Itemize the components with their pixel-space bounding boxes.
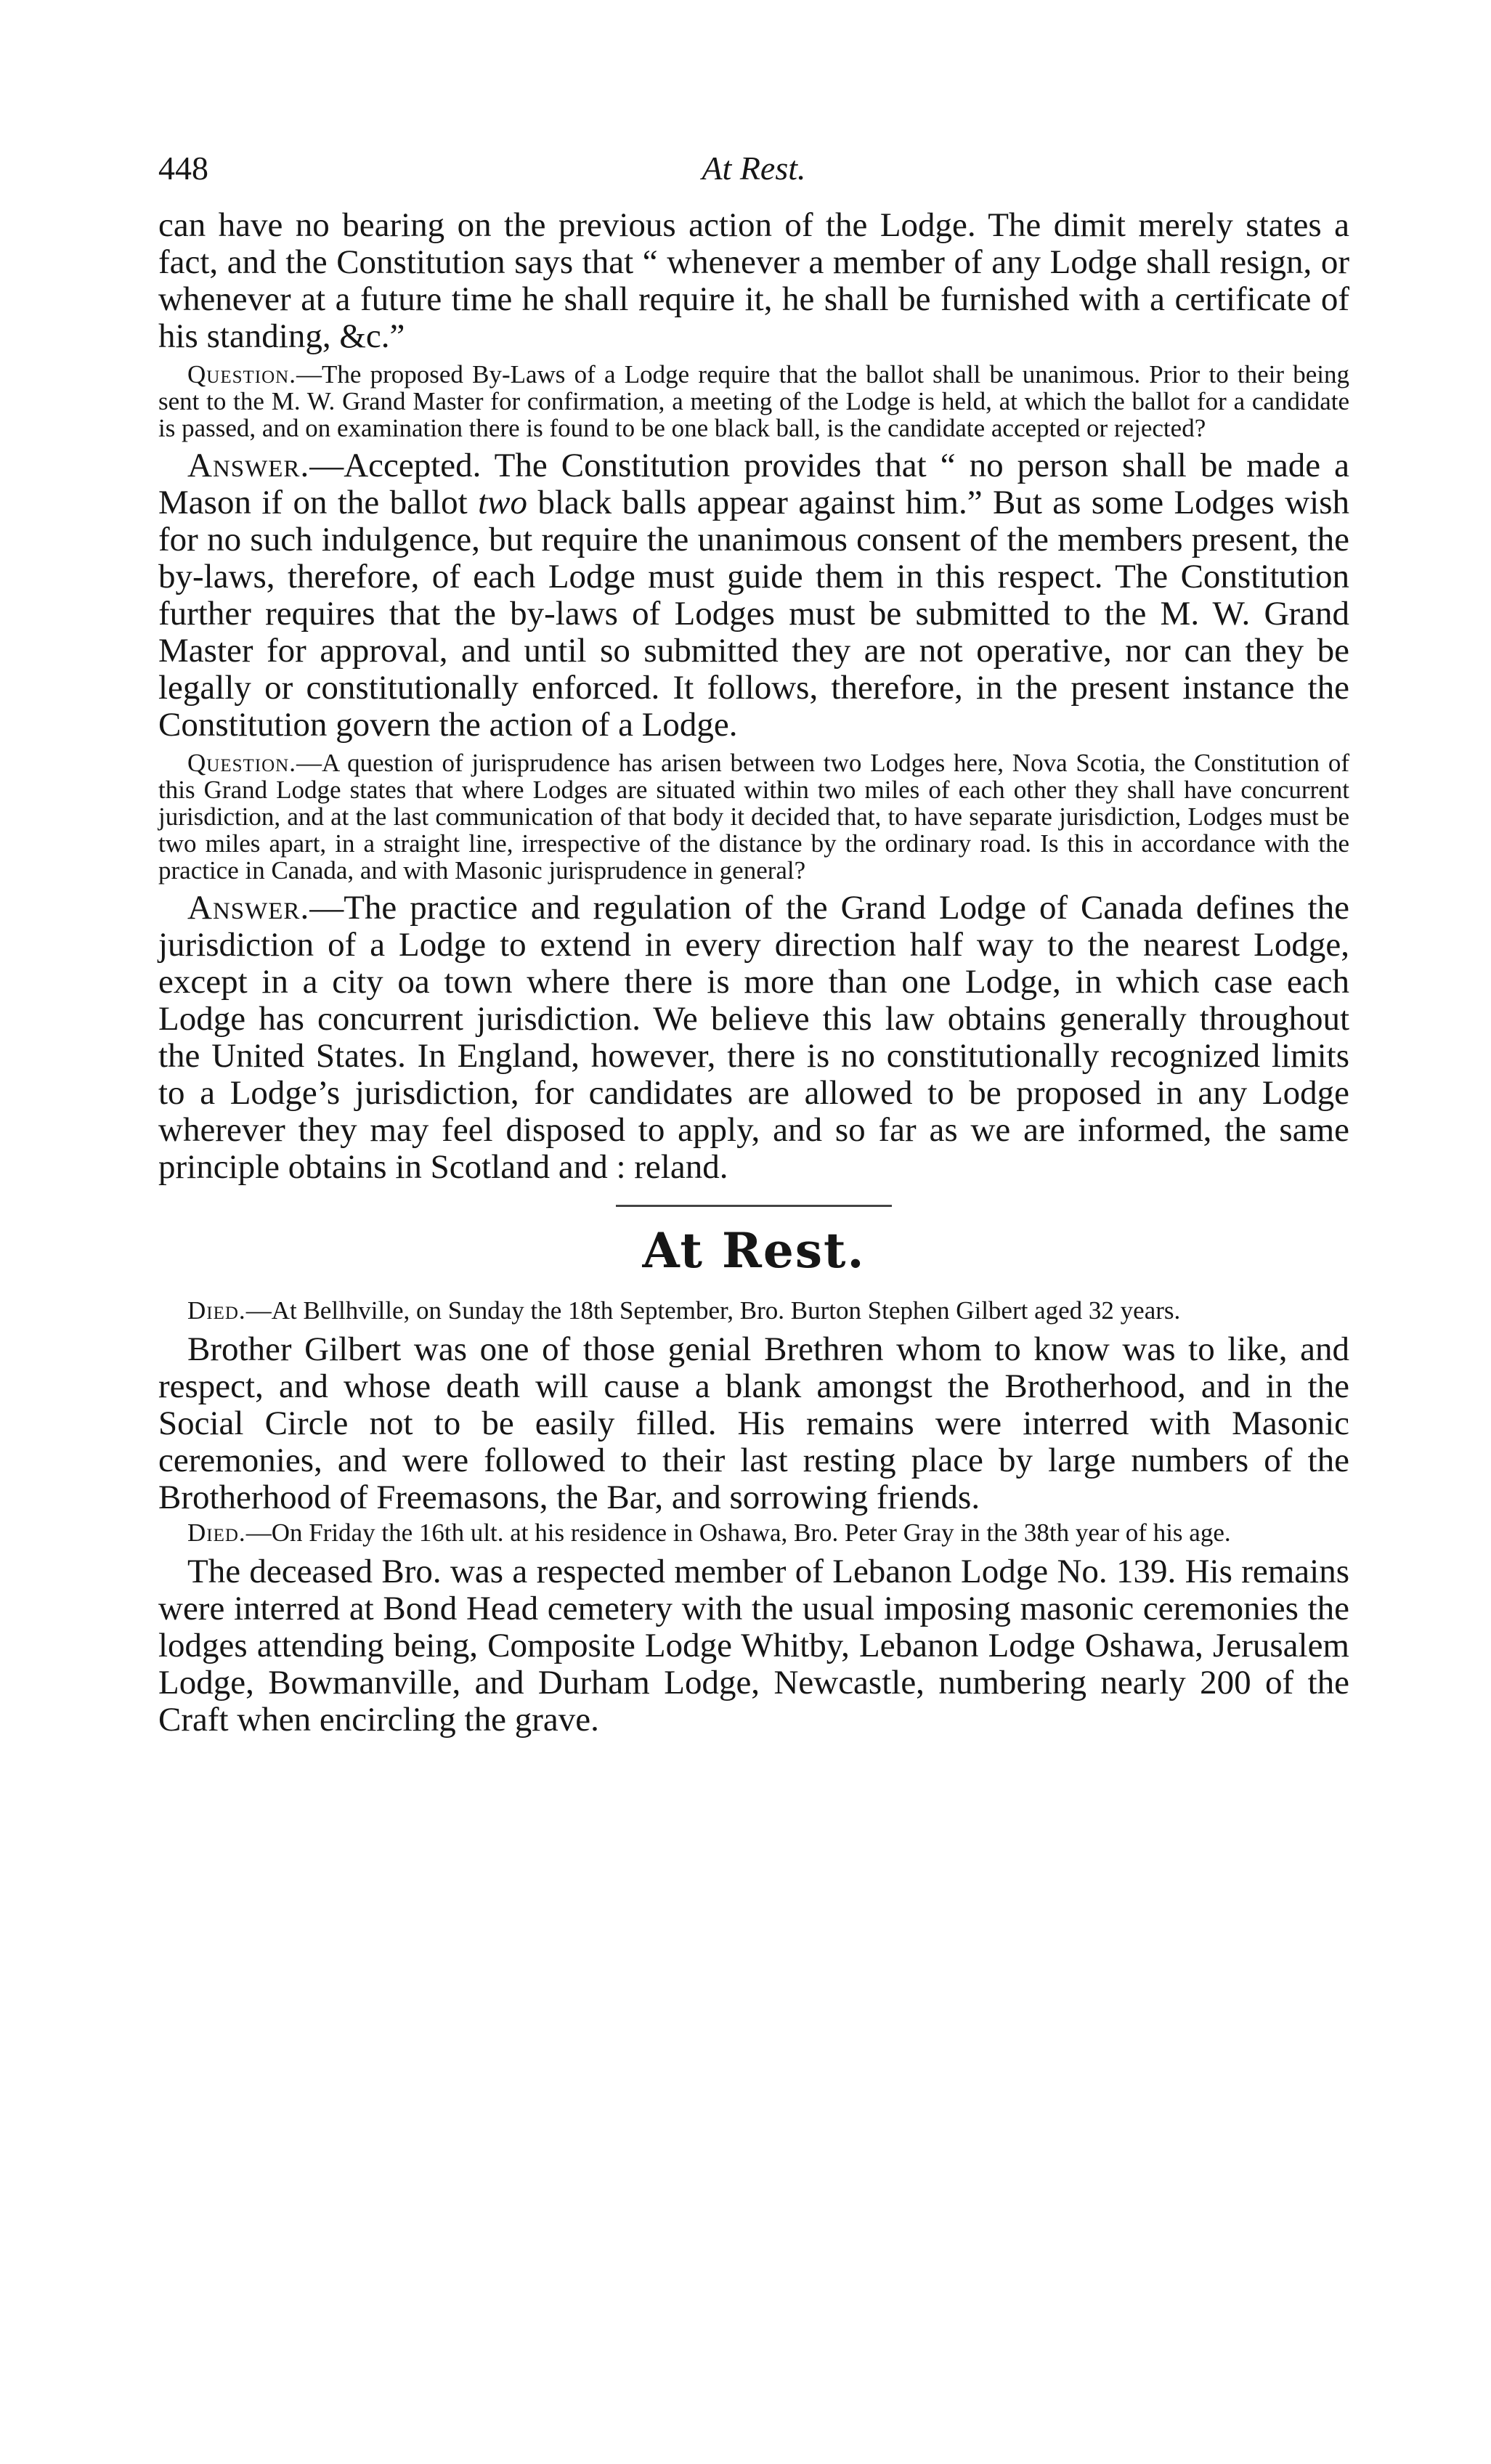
death-notice-1-text: —At Bellhville, on Sunday the 18th September, Bro. Burton Stephen Gilbert aged 32 years. [245,1296,1181,1325]
question-1 [158,361,1349,442]
death-notice-1 [158,1297,1349,1324]
question-2 [158,749,1349,884]
answer-2 [158,890,1349,1186]
page-number: 448 [158,150,208,187]
section-divider [616,1205,892,1207]
answer-1 [158,447,1349,744]
death-notice-2-text: —On Friday the 16th ult. at his residence in Oshawa, Bro. Peter Gray in the 38th year of his age. [245,1518,1231,1547]
obituary-1-paragraph: Brother Gilbert was one of those genial Brethren whom to know was to like, and respect, and whose death will cause a blank amongst the Brotherhood, and in the Social Circle not to be easily filled. His remains were interred with Masonic ceremonies, and were followed to their last resting place by large numbers of the Brotherhood of Freemasons, the Bar, and sorrowing friends. [158,1330,1349,1516]
question-label: Question. [187,360,296,389]
answer-label: Answer. [187,889,310,927]
answer-1-italic-word: two [478,484,527,521]
died-label: Died. [187,1518,246,1547]
answer-label: Answer. [187,447,310,484]
died-label: Died. [187,1296,246,1325]
running-title: At Rest. [702,150,806,187]
page-header [158,149,1349,207]
death-notice-2 [158,1519,1349,1546]
answer-1-text-part-1: —Accepted. The Constitution provides that “ no person shall be made a Mason if on the ballot [158,447,1349,521]
page [158,149,1349,1739]
answer-1-text-part-2: black balls appear against him.” But as some Lodges wish for no such indulgence, but require the unanimous consent of the members present, the by-laws, therefore, of each Lodge must guide them in this respect. The Constitution further requires that the by-laws of Lodges must be submitted to the M. W. Grand Master for approval, and until so submitted they are not operative, nor can they be legally or constitutionally enforced. It follows, therefore, in the present instance the Constitution govern the action of a Lodge. [158,484,1349,744]
question-label: Question. [187,749,296,777]
continuation-paragraph: can have no bearing on the previous action of the Lodge. The dimit merely states a fact, and the Constitution says that “ whenever a member of any Lodge shall resign, or whenever at a future time he shall require it, he shall be furnished with a certificate of his standing, &c.” [158,206,1349,355]
answer-2-text: —The practice and regulation of the Grand Lodge of Canada defines the jurisdiction of a Lodge to extend in every direction half way to the nearest Lodge, except in a city oa town where there is more than one Lodge, in which case each Lodge has concurrent jurisdiction. We believe this law obtains generally throughout the United States. In England, however, there is no constitutionally recognized limits to a Lodge’s jurisdiction, for candidates are allowed to be proposed in any Lodge wherever they may feel disposed to apply, and so far as we are informed, the same principle obtains in Scotland and : reland. [158,889,1349,1186]
question-2-text: —A question of jurisprudence has arisen between two Lodges here, Nova Scotia, the Constitution of this Grand Lodge states that where Lodges are situated within two miles of each other they shall have concurrent jurisdiction, and at the last communication of that body it decided that, to have separate jurisdiction, Lodges must be two miles apart, in a straight line, irrespective of the distance by the ordinary road. Is this in accordance with the practice in Canada, and with Masonic jurisprudence in general? [158,749,1349,885]
section-heading: At Rest. [642,1222,866,1279]
question-1-text: —The proposed By-Laws of a Lodge require that the ballot shall be unanimous. Prior to their being sent to the M. W. Grand Master for confirmation, a meeting of the Lodge is held, at which the ballot for a candidate is passed, and on examination there is found to be one black ball, is the candidate accepted or rejected? [158,360,1349,442]
obituary-2-paragraph: The deceased Bro. was a respected member of Lebanon Lodge No. 139. His remains were interred at Bond Head cemetery with the usual imposing masonic ceremonies the lodges attending being, Composite Lodge Whitby, Lebanon Lodge Oshawa, Jerusalem Lodge, Bowmanville, and Durham Lodge, Newcastle, numbering nearly 200 of the Craft when encircling the grave. [158,1553,1349,1739]
